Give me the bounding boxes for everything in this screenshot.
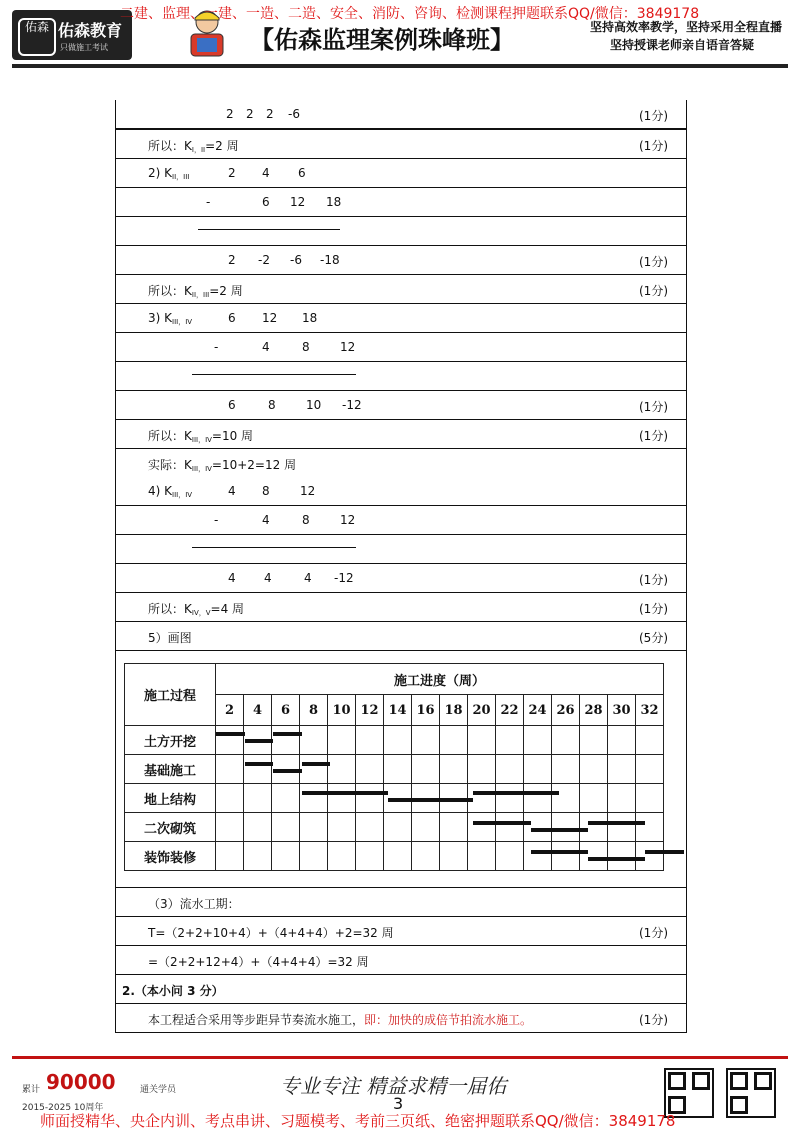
answer-row <box>116 362 686 391</box>
answer-row <box>116 622 686 651</box>
schedule-bar <box>273 769 302 773</box>
calc-number: 12 <box>340 513 356 527</box>
answer-row <box>116 420 686 449</box>
calc-number: 2 <box>228 253 236 267</box>
score-label: (1分) <box>639 429 668 443</box>
calc-number: -2 <box>258 253 270 267</box>
answer-row <box>116 477 686 506</box>
calc-number: 6 <box>228 311 236 325</box>
schedule-bar <box>645 850 684 854</box>
answer-text: 实际：$K_{III,IV}=10+2=12$ 周 <box>148 458 297 473</box>
calc-number: 8 <box>262 484 270 498</box>
calc-number: 6 <box>228 398 236 412</box>
calc-number: 2 <box>266 107 274 121</box>
score-label: (1分) <box>639 284 668 298</box>
score-label: (1分) <box>639 573 668 587</box>
calc-number: 2 <box>246 107 254 121</box>
answer-row <box>116 449 686 477</box>
process-label: 土方开挖 <box>125 726 216 755</box>
answer-row <box>116 917 686 946</box>
answer-row <box>116 888 686 917</box>
page-header <box>0 0 800 66</box>
total-tail: 通关学员 <box>140 1085 177 1095</box>
logo <box>12 10 132 60</box>
answer-row <box>116 506 686 535</box>
answer-row <box>116 275 686 304</box>
logo-subtitle: 只做施工考试 <box>60 43 108 52</box>
header-motto-1: 坚持高效率教学，坚持采用全程直播 <box>590 20 783 34</box>
schedule-bar <box>588 857 645 861</box>
minus-sign: - <box>214 340 219 354</box>
answer-row <box>116 564 686 593</box>
calc-number: 4 <box>262 166 270 180</box>
calc-number: 12 <box>262 311 278 325</box>
schedule-bar <box>245 762 274 766</box>
calc-number: 4 <box>304 571 312 585</box>
week-tick-label: 28 <box>580 695 608 726</box>
years-label: 2015-2025 10周年 <box>22 1103 104 1113</box>
schedule-bar <box>273 732 302 736</box>
score-label: (1分) <box>639 1013 668 1027</box>
schedule-bar <box>473 821 530 825</box>
week-tick-label: 24 <box>524 695 552 726</box>
week-tick-label: 32 <box>636 695 664 726</box>
calc-number: -12 <box>342 398 362 412</box>
calc-number: 8 <box>302 513 310 527</box>
score-label: (1分) <box>639 109 668 123</box>
step-label: 4) $K_{III,IV}$ <box>148 484 193 499</box>
page-title: 【佑森监理案例珠峰班】 <box>250 26 514 54</box>
answer-row <box>116 946 686 975</box>
process-label: 装饰装修 <box>125 842 216 871</box>
calc-number: 2 <box>226 107 234 121</box>
process-label: 地上结构 <box>125 784 216 813</box>
header-divider <box>12 64 788 68</box>
calc-number: 2 <box>228 166 236 180</box>
step-label: 2) $K_{II,III}$ <box>148 166 190 181</box>
calc-number: 12 <box>340 340 356 354</box>
page-number: 3 <box>393 1094 404 1113</box>
week-tick-label: 18 <box>440 695 468 726</box>
footer-promo-text: 师面授精华、央企内训、考点串讲、习题模考、考前三页纸、绝密押题联系QQ/微信：3849178 <box>40 1112 676 1130</box>
week-tick-label: 20 <box>468 695 496 726</box>
process-header: 施工过程 <box>125 664 216 726</box>
week-tick-label: 6 <box>272 695 300 726</box>
answer-sheet <box>115 100 687 1033</box>
answer-text: 5）画图 <box>148 631 192 645</box>
schedule-bars <box>116 651 686 887</box>
calc-number: 10 <box>306 398 322 412</box>
calc-number: -12 <box>334 571 354 585</box>
answer-row <box>116 333 686 362</box>
calc-number: 12 <box>300 484 316 498</box>
answer-row <box>116 100 686 129</box>
score-label: (1分) <box>639 255 668 269</box>
answer-row <box>116 535 686 564</box>
schedule-bar <box>531 850 588 854</box>
calc-underline <box>192 547 356 548</box>
logo-seal: 佑森 <box>18 18 56 56</box>
week-tick-label: 30 <box>608 695 636 726</box>
answer-text: （3）流水工期： <box>148 897 240 911</box>
week-tick-label: 2 <box>216 695 244 726</box>
answer-row <box>116 975 686 1004</box>
calc-underline <box>198 229 340 230</box>
header-promo-text: 二建、监理、一建、一造、二造、安全、消防、咨询、检测课程押题联系QQ/微信：3849178 <box>120 6 700 22</box>
schedule-bar <box>302 791 388 795</box>
header-motto-2: 坚持授课老师亲自语音答疑 <box>610 38 755 52</box>
footer-divider <box>12 1056 788 1059</box>
answer-row <box>116 129 686 159</box>
handwritten-slogan: 专业专注 精益求精一届佑 <box>280 1074 507 1098</box>
schedule-bar <box>216 732 245 736</box>
calc-number: 6 <box>298 166 306 180</box>
answer-row <box>116 217 686 246</box>
calc-number: 18 <box>326 195 342 209</box>
week-tick-label: 12 <box>356 695 384 726</box>
week-tick-label: 4 <box>244 695 272 726</box>
score-label: (1分) <box>639 926 668 940</box>
answer-row <box>116 159 686 188</box>
schedule-bar <box>302 762 331 766</box>
calc-underline <box>192 374 356 375</box>
score-label: (1分) <box>639 400 668 414</box>
calc-number: 4 <box>228 571 236 585</box>
calc-number: 6 <box>262 195 270 209</box>
answer-row <box>116 593 686 622</box>
week-tick-label: 16 <box>412 695 440 726</box>
schedule-bar <box>388 798 474 802</box>
score-label: (5分) <box>639 631 668 645</box>
schedule-bar <box>588 821 645 825</box>
calc-number: -6 <box>290 253 302 267</box>
total-label: 累计 <box>22 1085 41 1095</box>
calc-number: 4 <box>264 571 272 585</box>
schedule-bar <box>473 791 559 795</box>
page-footer <box>0 1048 800 1132</box>
answer-row <box>116 246 686 275</box>
total-number: 90000 <box>46 1070 116 1094</box>
answer-row <box>116 1004 686 1033</box>
question-heading: 2.（本小问 3 分） <box>122 984 224 998</box>
calc-number: 8 <box>302 340 310 354</box>
calc-number: 8 <box>268 398 276 412</box>
week-tick-label: 10 <box>328 695 356 726</box>
progress-header: 施工进度（周） <box>216 664 664 695</box>
formula-text: T=（2+2+10+4）+（4+4+4）+2=32 周 <box>148 926 394 940</box>
score-label: (1分) <box>639 139 668 153</box>
week-tick-label: 26 <box>552 695 580 726</box>
calc-number: 4 <box>262 340 270 354</box>
answer-text: 所以：$K_{IV,V}=4$ 周 <box>148 602 245 617</box>
formula-text: =（2+2+12+4）+（4+4+4）=32 周 <box>148 955 369 969</box>
score-label: (1分) <box>639 602 668 616</box>
calc-number: 18 <box>302 311 318 325</box>
calc-number: -18 <box>320 253 340 267</box>
calc-number: -6 <box>288 107 300 121</box>
minus-sign: - <box>214 513 219 527</box>
week-tick-label: 22 <box>496 695 524 726</box>
construction-schedule-chart <box>116 651 686 888</box>
week-tick-label: 8 <box>300 695 328 726</box>
answer-row <box>116 391 686 420</box>
answer-text: 本工程适合采用等步距异节奏流水施工，即：加快的成倍节拍流水施工。 <box>148 1013 533 1027</box>
answer-text: 所以：$K_{II,III}=2$ 周 <box>148 284 243 299</box>
minus-sign: - <box>206 195 211 209</box>
calc-number: 4 <box>262 513 270 527</box>
logo-text: 佑森教育 <box>58 21 123 40</box>
process-label: 二次砌筑 <box>125 813 216 842</box>
calc-number: 12 <box>290 195 306 209</box>
week-tick-label: 14 <box>384 695 412 726</box>
schedule-bar <box>245 739 274 743</box>
answer-row <box>116 188 686 217</box>
answer-text: 所以：$K_{I,II}=2$ 周 <box>148 139 239 154</box>
calc-number: 4 <box>228 484 236 498</box>
process-label: 基础施工 <box>125 755 216 784</box>
answer-text: 所以：$K_{III,IV}=10$ 周 <box>148 429 254 444</box>
step-label: 3) $K_{III,IV}$ <box>148 311 193 326</box>
answer-row <box>116 304 686 333</box>
qr-code-icon <box>726 1068 776 1118</box>
schedule-bar <box>531 828 588 832</box>
